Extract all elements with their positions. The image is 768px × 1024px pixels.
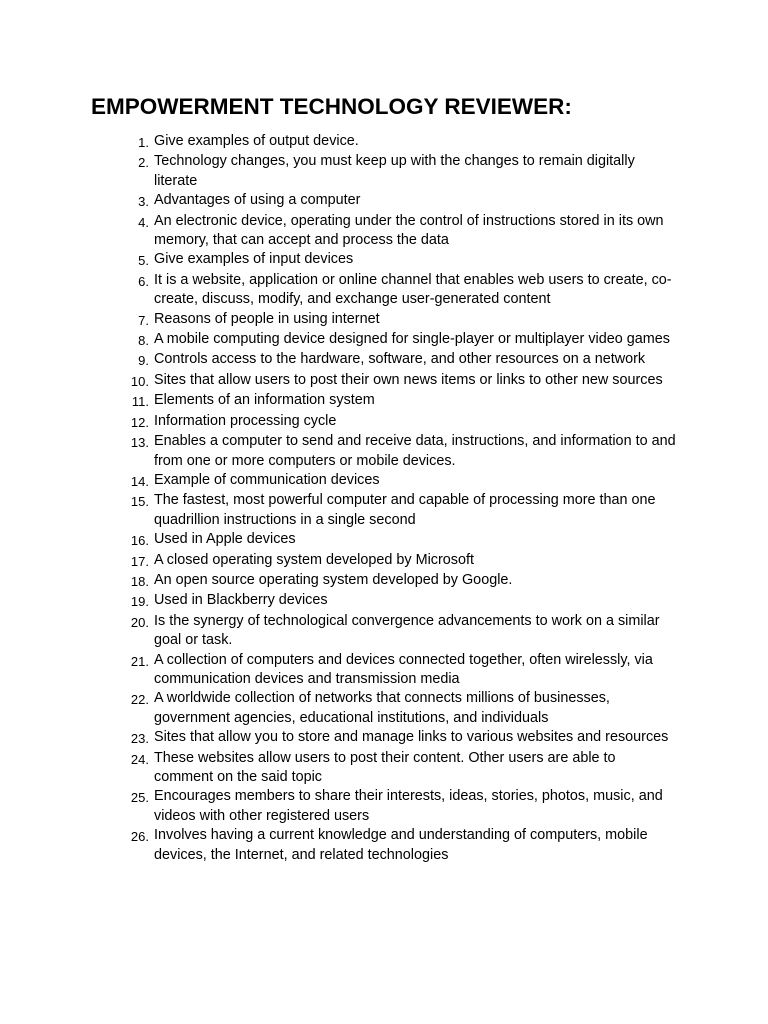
question-item-8 bbox=[0, 330, 768, 350]
question-item-5 bbox=[0, 250, 768, 270]
question-item-16 bbox=[0, 530, 768, 550]
question-item-12 bbox=[0, 412, 768, 432]
question-item-18 bbox=[0, 571, 768, 591]
question-item-14 bbox=[0, 471, 768, 491]
question-item-23 bbox=[0, 728, 768, 748]
question-text: An open source operating system developed by Google. bbox=[154, 571, 513, 588]
question-number: 25. bbox=[130, 790, 149, 806]
question-number: 10. bbox=[130, 373, 149, 389]
document-title: EMPOWERMENT TECHNOLOGY REVIEWER: bbox=[91, 94, 572, 119]
question-text: Is the synergy of technological convergence advancements to work on a similar goal or task. bbox=[154, 612, 660, 649]
question-item-4 bbox=[0, 212, 768, 251]
question-number: 11. bbox=[131, 394, 149, 410]
question-item-19 bbox=[0, 591, 768, 611]
question-text: These websites allow users to post their content. Other users are able to comment on the said topic bbox=[154, 749, 616, 785]
question-text: Reasons of people in using internet bbox=[154, 310, 380, 327]
question-number: 26. bbox=[130, 829, 149, 845]
question-number: 4. bbox=[138, 214, 149, 230]
question-text: Used in Blackberry devices bbox=[154, 592, 328, 609]
question-number: 5. bbox=[138, 253, 149, 269]
question-item-1 bbox=[0, 132, 768, 152]
question-text: An electronic device, operating under the control of instructions stored in its own memory, that can accept and process the data bbox=[154, 212, 664, 249]
question-text: Encourages members to share their interests, ideas, stories, photos, music, and videos with other registered users bbox=[154, 788, 663, 824]
question-number: 18. bbox=[130, 573, 149, 589]
question-item-17 bbox=[0, 551, 768, 571]
question-number: 13. bbox=[130, 435, 149, 451]
question-number: 9. bbox=[138, 353, 149, 369]
question-number: 6. bbox=[138, 273, 149, 289]
question-list bbox=[0, 132, 768, 865]
question-number: 19. bbox=[130, 594, 149, 610]
question-number: 12. bbox=[130, 414, 149, 430]
question-number: 24. bbox=[130, 751, 149, 767]
question-text: A mobile computing device designed for single-player or multiplayer video games bbox=[154, 331, 670, 348]
question-item-20 bbox=[0, 612, 768, 651]
question-text: It is a website, application or online channel that enables web users to create, co-create, discuss, modify, and exchange user-generated content bbox=[154, 271, 672, 308]
question-text: Elements of an information system bbox=[154, 392, 375, 409]
question-item-2 bbox=[0, 152, 768, 191]
question-text: A worldwide collection of networks that connects millions of businesses, government agencies, educational institutions, and individuals bbox=[154, 690, 610, 726]
question-number: 23. bbox=[130, 731, 149, 747]
question-text: Technology changes, you must keep up with the changes to remain digitally literate bbox=[154, 153, 635, 189]
question-text: Used in Apple devices bbox=[154, 531, 296, 548]
question-item-7 bbox=[0, 310, 768, 330]
question-number: 15. bbox=[130, 494, 149, 510]
question-text: A collection of computers and devices connected together, often wirelessly, via communication devices and transmission media bbox=[154, 651, 653, 687]
question-number: 7. bbox=[138, 312, 149, 328]
question-item-6 bbox=[0, 271, 768, 310]
question-text: A closed operating system developed by Microsoft bbox=[154, 551, 474, 568]
question-text: Example of communication devices bbox=[154, 471, 380, 488]
question-item-24 bbox=[0, 749, 768, 788]
question-text: Information processing cycle bbox=[154, 412, 337, 429]
question-item-26 bbox=[0, 826, 768, 865]
question-number: 17. bbox=[130, 553, 149, 569]
question-text: Sites that allow you to store and manage links to various websites and resources bbox=[154, 729, 669, 746]
question-text: Controls access to the hardware, software, and other resources on a network bbox=[154, 351, 646, 368]
question-item-15 bbox=[0, 491, 768, 530]
question-item-9 bbox=[0, 350, 768, 370]
question-item-22 bbox=[0, 689, 768, 728]
question-number: 14. bbox=[130, 473, 149, 489]
question-item-13 bbox=[0, 432, 768, 471]
question-item-11 bbox=[0, 391, 768, 411]
question-text: Give examples of input devices bbox=[154, 251, 354, 268]
question-item-3 bbox=[0, 191, 768, 211]
question-item-21 bbox=[0, 651, 768, 690]
question-item-10 bbox=[0, 371, 768, 391]
question-number: 16. bbox=[130, 533, 149, 549]
question-number: 1. bbox=[138, 135, 149, 150]
question-number: 22. bbox=[130, 692, 149, 708]
question-text: Advantages of using a computer bbox=[154, 192, 361, 209]
question-number: 21. bbox=[130, 653, 149, 669]
question-number: 3. bbox=[138, 194, 149, 210]
question-text: Involves having a current knowledge and understanding of computers, mobile devices, the Internet, and related technologies bbox=[154, 827, 648, 863]
question-text: The fastest, most powerful computer and capable of processing more than one quadrillion instructions in a single second bbox=[154, 492, 656, 528]
question-number: 20. bbox=[130, 614, 149, 630]
question-text: Give examples of output device. bbox=[154, 133, 359, 149]
question-item-25 bbox=[0, 787, 768, 826]
question-number: 8. bbox=[138, 333, 149, 349]
question-text: Enables a computer to send and receive data, instructions, and information to and from one or more computers or mobile devices. bbox=[154, 433, 676, 469]
question-text: Sites that allow users to post their own news items or links to other new sources bbox=[154, 371, 663, 388]
question-number: 2. bbox=[138, 155, 149, 171]
